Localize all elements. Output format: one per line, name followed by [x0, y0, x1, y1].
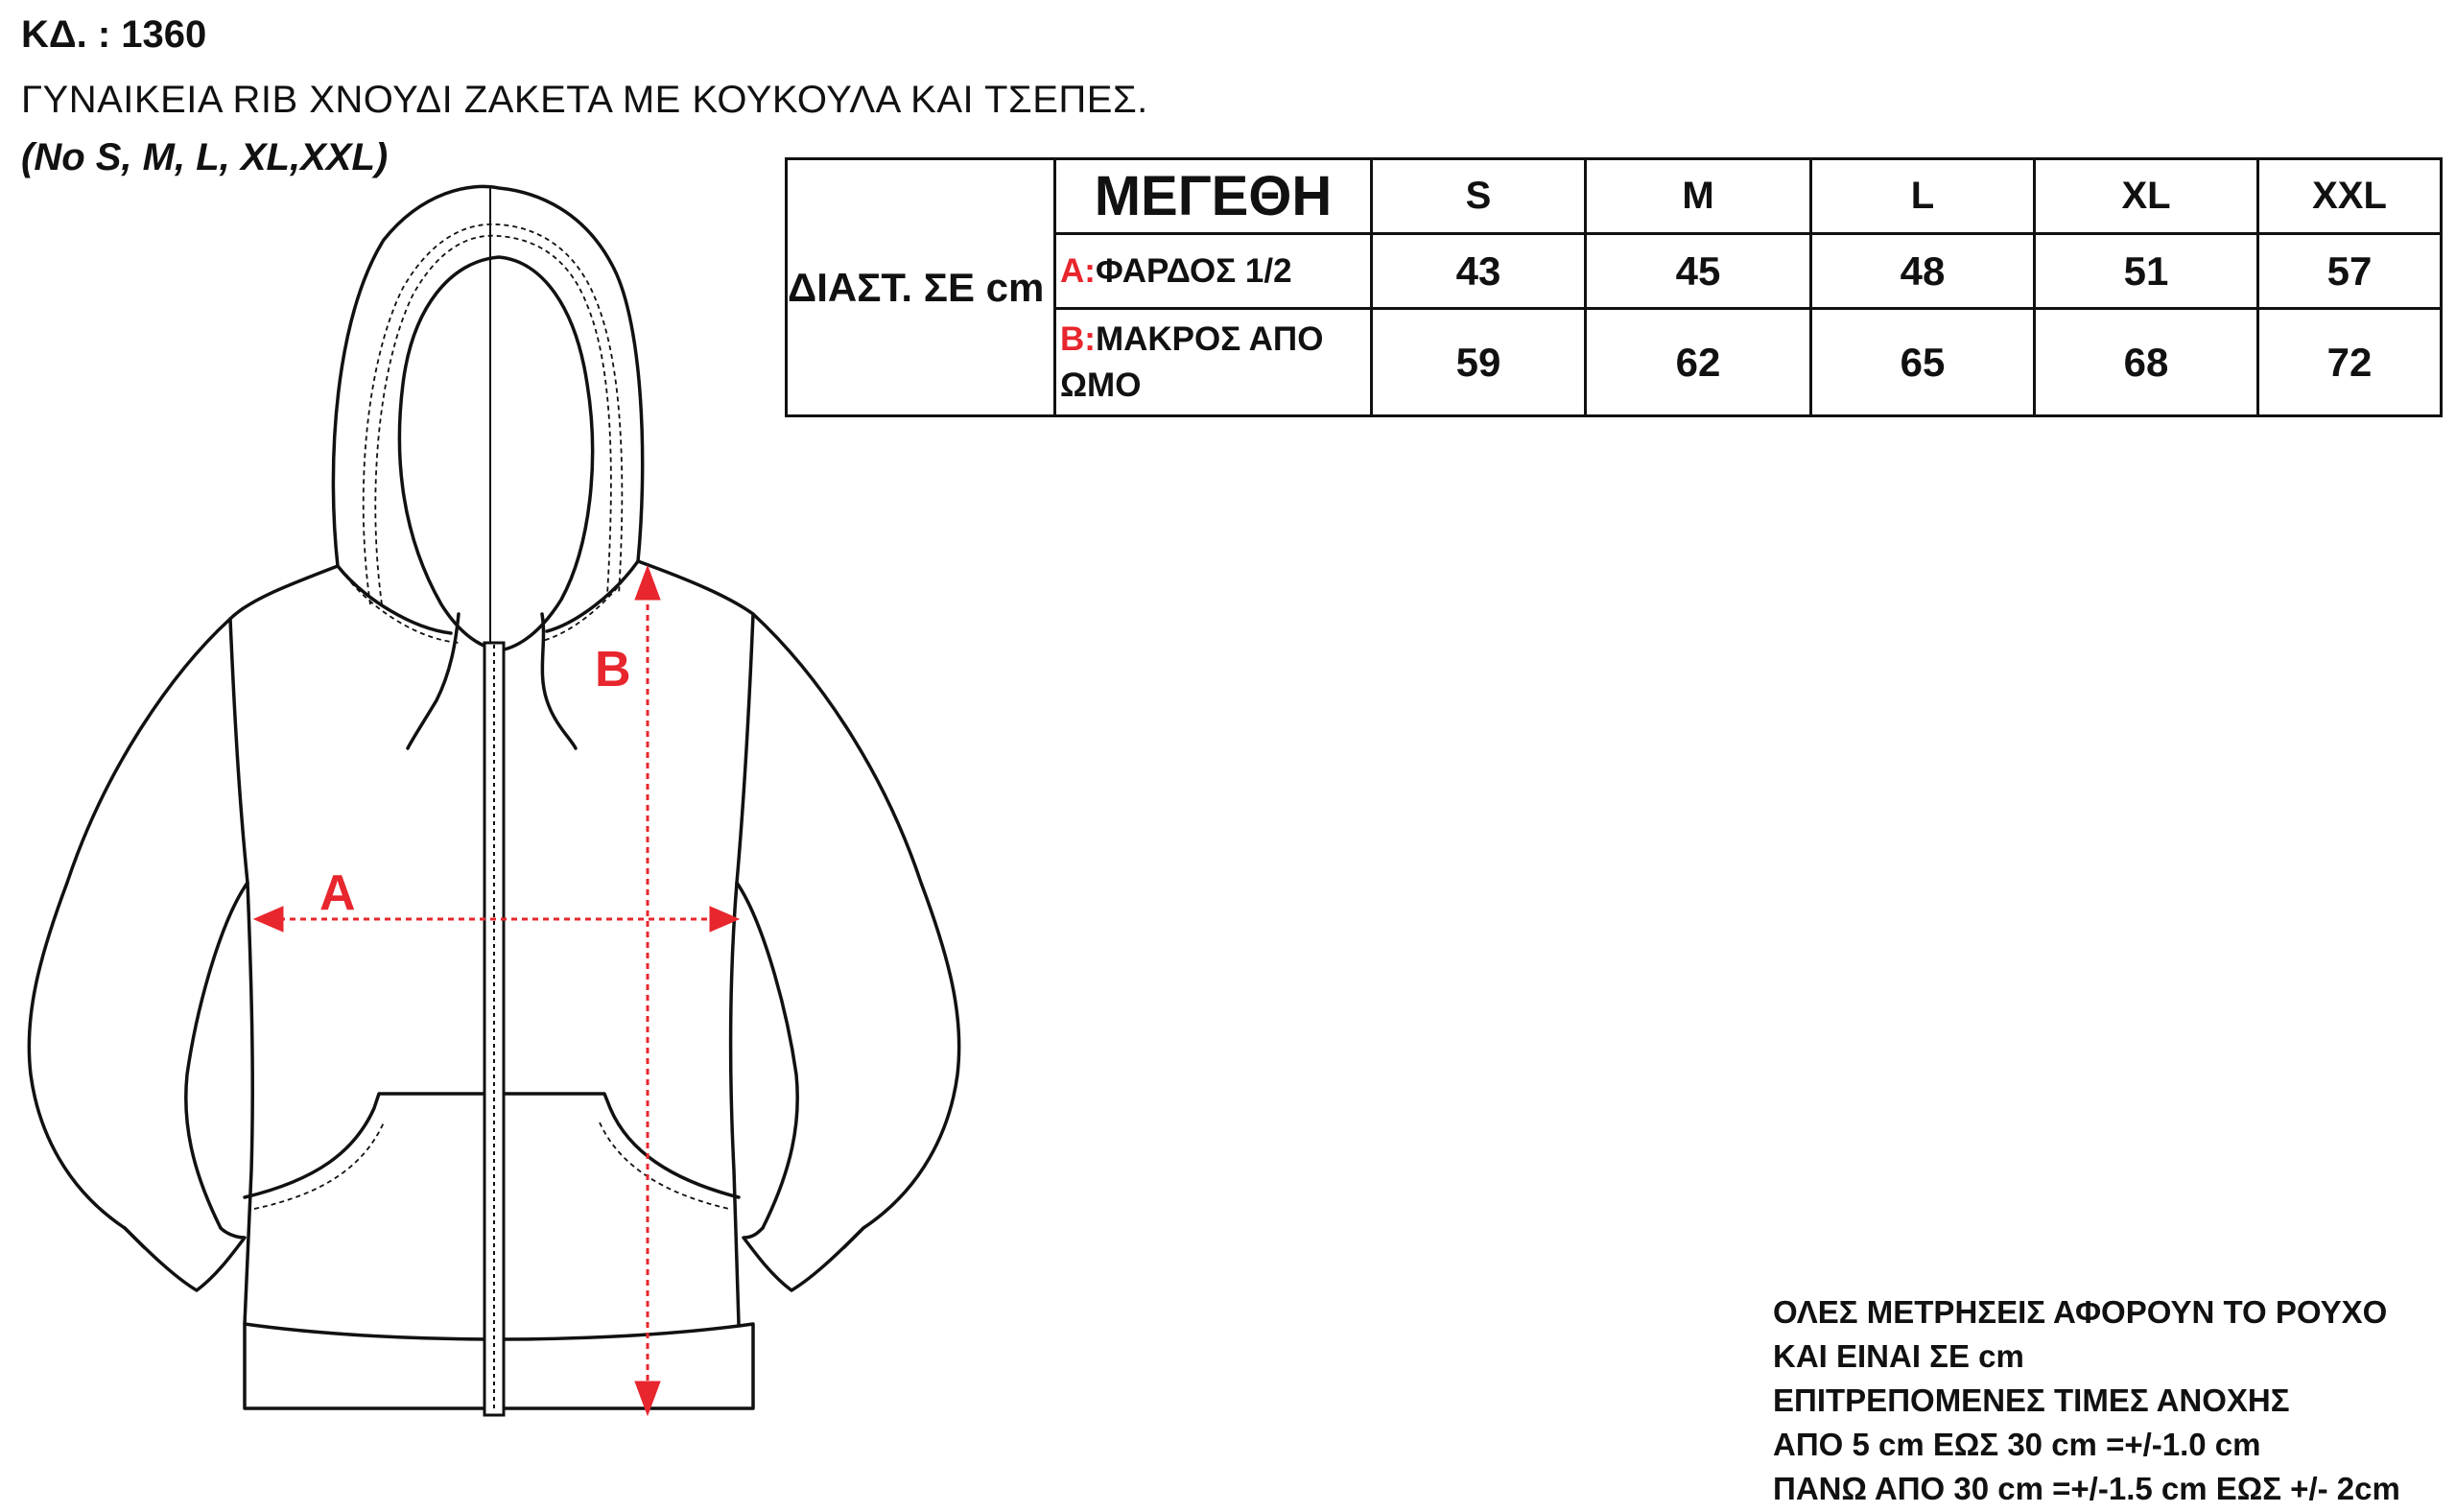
size-m: M — [1586, 159, 1811, 234]
value-a-m: 45 — [1586, 234, 1811, 309]
zipper — [484, 188, 504, 1415]
value-b-xxl: 72 — [2258, 309, 2442, 416]
value-b-l: 65 — [1811, 309, 2035, 416]
hood-stitch-outer — [364, 224, 623, 604]
hoodie-technical-drawing — [0, 154, 998, 1439]
product-code: ΚΔ. : 1360 — [21, 13, 207, 56]
hood-opening — [399, 257, 592, 650]
left-cuff — [125, 1228, 245, 1290]
size-header-row — [787, 159, 2442, 234]
note-line: ΚΑΙ ΕΙΝΑΙ ΣΕ cm — [1773, 1338, 2024, 1374]
drawstring-right — [542, 614, 576, 748]
left-sleeve — [29, 619, 248, 1247]
size-l: L — [1811, 159, 2035, 234]
size-table — [785, 157, 2443, 417]
measurement-label-b-marker: B — [595, 642, 631, 697]
note-line: ΠΑΝΩ ΑΠΟ 30 cm =+/-1.5 cm ΕΩΣ +/- 2cm — [1773, 1471, 2400, 1506]
size-xl: XL — [2035, 159, 2258, 234]
value-b-xl: 68 — [2035, 309, 2258, 416]
sizes-note: (No S, M, L, XL,XXL) — [21, 136, 389, 178]
body-right-outline — [638, 561, 753, 1324]
measurement-letter-b: B: — [1060, 319, 1096, 358]
value-a-s: 43 — [1372, 234, 1586, 309]
size-s: S — [1372, 159, 1586, 234]
measurement-notes — [1773, 1290, 2400, 1511]
size-xxl: XXL — [2258, 159, 2442, 234]
measurement-label-a — [1055, 234, 1372, 309]
note-line: ΑΠΟ 5 cm ΕΩΣ 30 cm =+/-1.0 cm — [1773, 1427, 2261, 1462]
hood-outline — [333, 186, 642, 566]
right-sleeve — [737, 614, 959, 1247]
body-left-outline — [230, 566, 338, 1324]
dimension-label: ΔΙΑΣΤ. ΣΕ cm — [787, 159, 1055, 416]
product-description: ΓΥΝΑΙΚΕΙΑ RIB ΧΝΟΥΔΙ ΖΑΚΕΤΑ ΜΕ ΚΟΥΚΟΥΛΑ ΚΑΙ ΤΣΕΠΕΣ. — [21, 79, 1148, 121]
measurement-name-a: ΦΑΡΔΟΣ 1/2 — [1095, 251, 1292, 290]
value-b-m: 62 — [1586, 309, 1811, 416]
measurement-name-b: ΜΑΚΡΟΣ ΑΠΟ ΩΜΟ — [1060, 319, 1324, 404]
value-a-l: 48 — [1811, 234, 2035, 309]
hood-stitch-inner — [375, 236, 611, 604]
measurement-letter-a: A: — [1060, 251, 1096, 290]
value-b-s: 59 — [1372, 309, 1586, 416]
measurement-label-a-marker: A — [319, 865, 356, 921]
neckline — [338, 561, 638, 633]
value-a-xl: 51 — [2035, 234, 2258, 309]
note-line: ΟΛΕΣ ΜΕΤΡΗΣΕΙΣ ΑΦΟΡΟΥΝ ΤΟ ΡΟΥΧΟ — [1773, 1294, 2388, 1330]
right-cuff — [744, 1228, 863, 1290]
note-line: ΕΠΙΤΡΕΠΟΜΕΝΕΣ ΤΙΜΕΣ ΑΝΟΧΗΣ — [1773, 1382, 2290, 1418]
value-a-xxl: 57 — [2258, 234, 2442, 309]
size-header-label: ΜΕΓΕΘΗ — [1055, 159, 1372, 234]
measurement-label-b — [1055, 309, 1372, 416]
